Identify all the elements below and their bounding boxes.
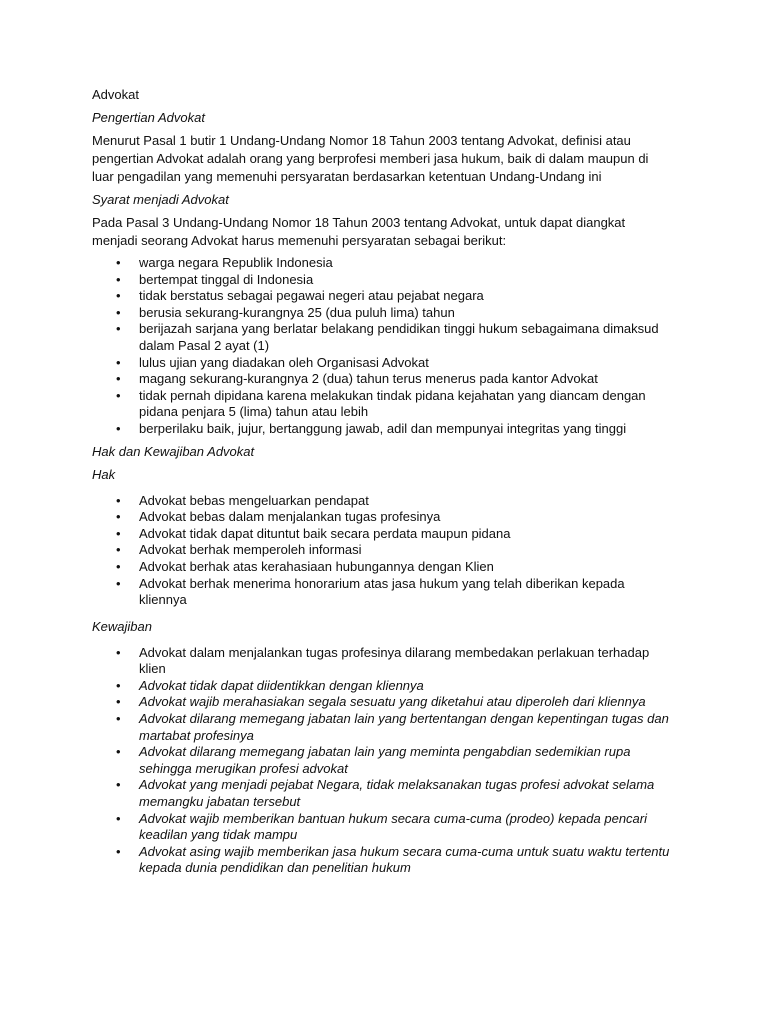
bullet-icon: • [116, 271, 121, 287]
bullet-icon: • [116, 387, 121, 403]
list-item: • Advokat dalam menjalankan tugas profesinya dilarang membedakan perlakuan terhadap klien [116, 644, 650, 677]
paragraph-pengertian: Menurut Pasal 1 butir 1 Undang-Undang Nomor 18 Tahun 2003 tentang Advokat, definisi atau pengertian Advokat adalah orang yang berprofesi memberi jasa hukum, baik di dalam maupun di luar pengadilan yang memenuhi persyaratan berdasarkan ketentuan Undang-Undang ini [92, 133, 649, 184]
bullet-icon: • [116, 558, 121, 574]
section-heading-pengertian: Pengertian Advokat [92, 110, 205, 125]
bullet-icon: • [116, 288, 121, 304]
bullet-icon: • [116, 255, 121, 270]
list-item: • Advokat bebas dalam menjalankan tugas profesinya [116, 509, 441, 525]
bullet-icon: • [116, 694, 121, 710]
list-item: • Advokat asing wajib memberikan jasa hukum secara cuma-cuma untuk suatu waktu tertentu kepada dunia pendidikan dan penelitian hukum [116, 843, 670, 876]
bullet-icon: • [116, 711, 121, 727]
bullet-icon: • [116, 542, 121, 558]
list-item: • berijazah sarjana yang berlatar belakang pendidikan tinggi hukum sebagaimana dimaksud dalam Pasal 2 ayat (1) [116, 321, 659, 353]
list-item: • Advokat wajib merahasiakan segala sesuatu yang diketahui atau diperoleh dari kliennya [116, 694, 646, 710]
list-item: • Advokat berhak memperoleh informasi [116, 542, 362, 558]
subheading-hak: Hak [92, 466, 116, 482]
list-item: • Advokat yang menjadi pejabat Negara, tidak melaksanakan tugas profesi advokat selama memangku jabatan tersebut [116, 777, 655, 810]
list-item: • bertempat tinggal di Indonesia [116, 271, 314, 287]
list-item: • magang sekurang-kurangnya 2 (dua) tahun terus menerus pada kantor Advokat [116, 371, 598, 387]
document-page [92, 86, 672, 877]
bullet-icon: • [116, 677, 121, 693]
hak-list [92, 493, 672, 609]
bullet-icon: • [116, 371, 121, 387]
bullet-icon: • [116, 321, 121, 337]
bullet-icon: • [116, 509, 121, 525]
kewajiban-list-italic [92, 678, 672, 877]
list-item: • berusia sekurang-kurangnya 25 (dua puluh lima) tahun [116, 304, 455, 320]
kewajiban-list [92, 645, 672, 678]
list-item: • tidak pernah dipidana karena melakukan tindak pidana kejahatan yang diancam dengan pidana penjara 5 (lima) tahun atau lebih [116, 387, 646, 420]
bullet-icon: • [116, 744, 121, 760]
list-item: • tidak berstatus sebagai pegawai negeri atau pejabat negara [116, 288, 484, 304]
list-item: • warga negara Republik Indonesia [116, 255, 333, 270]
list-item: • lulus ujian yang diadakan oleh Organisasi Advokat [116, 354, 429, 370]
bullet-icon: • [116, 810, 121, 826]
bullet-icon: • [116, 354, 121, 370]
list-item: • Advokat wajib memberikan bantuan hukum secara cuma-cuma (prodeo) kepada pencari keadilan yang tidak mampu [116, 810, 647, 843]
list-item: • Advokat berhak menerima honorarium atas jasa hukum yang telah diberikan kepada kliennya [116, 575, 625, 608]
bullet-icon: • [116, 492, 121, 508]
bullet-icon: • [116, 843, 121, 859]
bullet-icon: • [116, 575, 121, 591]
bullet-icon: • [116, 777, 121, 793]
section-heading-syarat: Syarat menjadi Advokat [92, 192, 229, 207]
syarat-list [92, 255, 672, 438]
subheading-kewajiban: Kewajiban [92, 618, 152, 634]
bullet-icon: • [116, 304, 121, 320]
section-heading-hak-kewajiban: Hak dan Kewajiban Advokat [92, 443, 255, 459]
list-item: • Advokat tidak dapat diidentikkan dengan kliennya [116, 677, 424, 693]
bullet-icon: • [116, 644, 121, 660]
paragraph-syarat: Pada Pasal 3 Undang-Undang Nomor 18 Tahun 2003 tentang Advokat, untuk dapat diangkat menjadi seorang Advokat harus memenuhi persyaratan sebagai berikut: [92, 215, 626, 248]
list-item: • Advokat tidak dapat dituntut baik secara perdata maupun pidana [116, 525, 511, 541]
list-item: • Advokat dilarang memegang jabatan lain yang bertentangan dengan kepentingan tugas dan martabat profesinya [116, 711, 669, 743]
list-item: • berperilaku baik, jujur, bertanggung jawab, adil dan mempunyai integritas yang tinggi [116, 420, 627, 436]
bullet-icon: • [116, 525, 121, 541]
document-title: Advokat [92, 87, 139, 102]
list-item: • Advokat berhak atas kerahasiaan hubungannya dengan Klien [116, 558, 494, 574]
bullet-icon: • [116, 420, 121, 436]
list-item: • Advokat dilarang memegang jabatan lain yang meminta pengabdian sedemikian rupa sehingga merugikan profesi advokat [116, 744, 631, 776]
list-item: • Advokat bebas mengeluarkan pendapat [116, 492, 369, 508]
